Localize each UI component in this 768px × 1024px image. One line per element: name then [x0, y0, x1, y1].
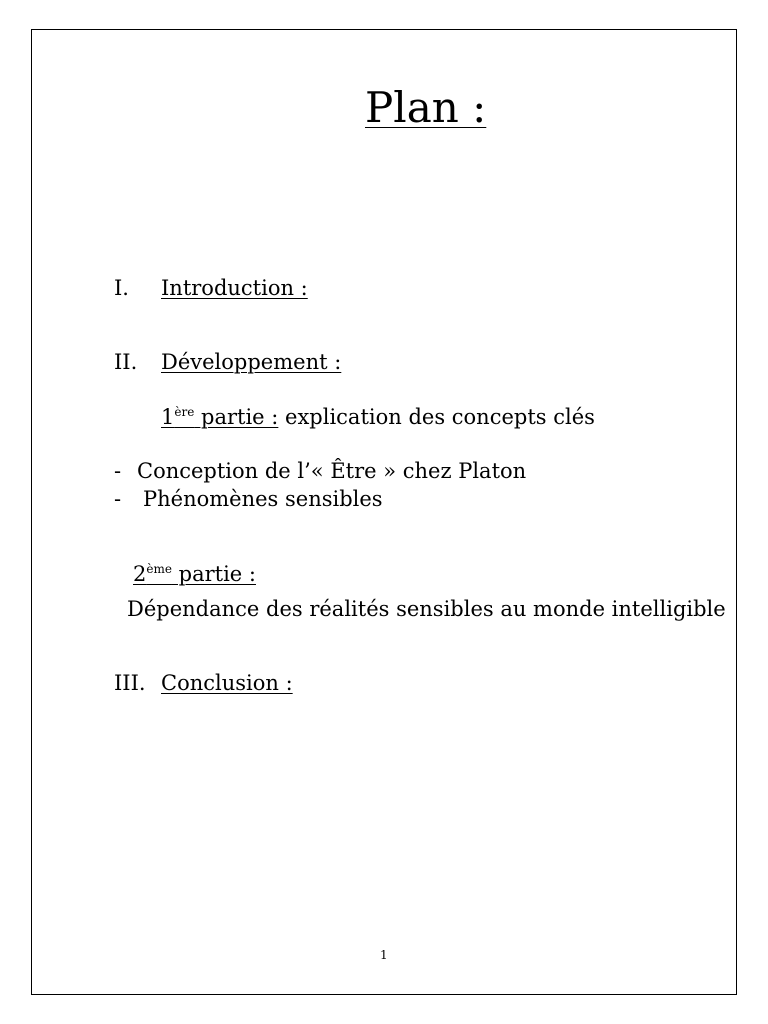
section-numeral-3: III. — [114, 671, 146, 695]
section-heading-conclusion: Conclusion : — [161, 671, 293, 695]
bullet-marker-1: - — [114, 459, 122, 483]
section-numeral-2: II. — [114, 350, 138, 374]
bullet-marker-2: - — [114, 487, 122, 511]
part1-label — [161, 405, 278, 429]
part1-label-text: partie : — [194, 405, 279, 429]
section-numeral-1: I. — [114, 276, 129, 300]
page-border — [31, 29, 737, 995]
page-number: 1 — [380, 948, 388, 962]
part1-description: explication des concepts clés — [278, 405, 595, 429]
part1-line — [161, 405, 595, 429]
section-heading-introduction: Introduction : — [161, 276, 308, 300]
part1-number: 1 — [161, 405, 175, 429]
part2-label — [133, 562, 256, 586]
section-heading-developpement: Développement : — [161, 350, 342, 374]
bullet-text-2: Phénomènes sensibles — [143, 487, 383, 511]
part1-superscript: ère — [174, 405, 195, 419]
part2-label-text: partie : — [171, 562, 256, 586]
bullet-text-1: Conception de l’« Être » chez Platon — [137, 459, 527, 483]
part2-superscript: ème — [146, 562, 172, 576]
part2-description: Dépendance des réalités sensibles au monde intelligible — [127, 597, 726, 621]
page-title: Plan : — [365, 83, 487, 132]
part2-number: 2 — [133, 562, 147, 586]
